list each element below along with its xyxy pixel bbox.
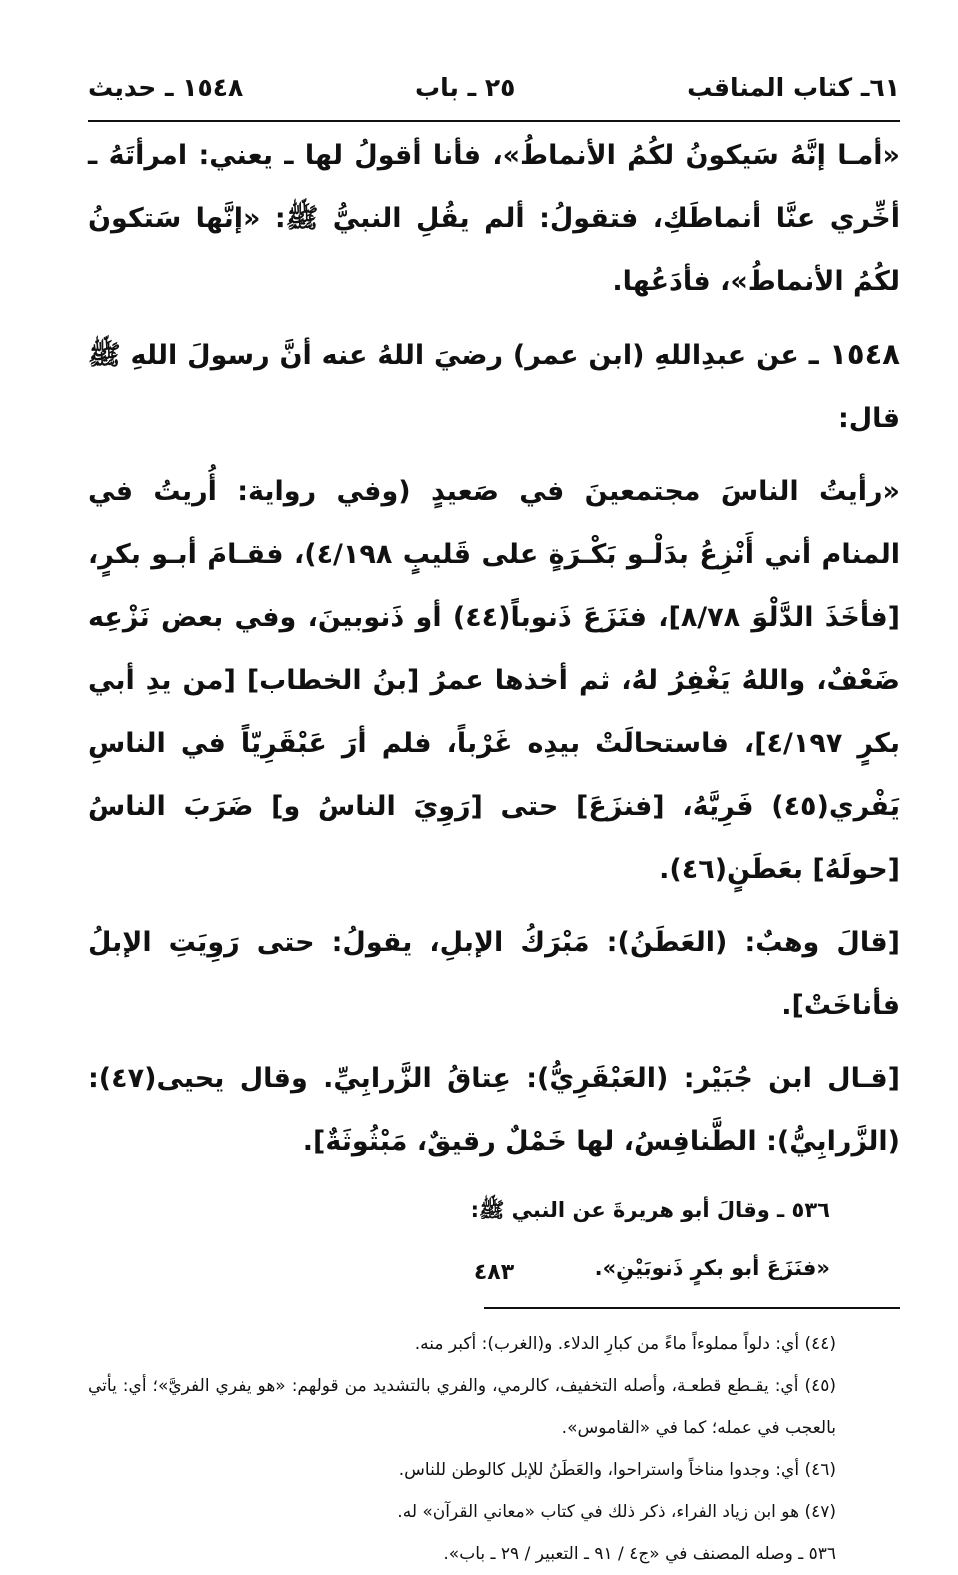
commentary-wahb: [قالَ وهبٌ: (العَطَنُ): مَبْرَكُ الإبلِ، يقولُ: حتى رَوِيَتِ الإبلُ فأناخَتْ]. bbox=[88, 927, 900, 1021]
footnote-44: (٤٤) أي: دلواً مملوءاً ماءً من كبارِ الدلاء. و(الغرب): أكبر منه. bbox=[414, 1334, 836, 1354]
header-chapter: ٦١ـ كتاب المناقب bbox=[687, 72, 900, 102]
header-rule bbox=[88, 120, 900, 122]
hadith-chain: عن عبدِاللهِ (ابن عمر) رضيَ اللهُ عنه أنَّ رسولَ اللهِ ﷺ قال: bbox=[88, 340, 900, 434]
paragraph-continuation: «أمـا إنَّهُ سَيكونُ لكُمُ الأنماطُ»، فأنا أقولُ لها ـ يعني: امرأتَهُ ـ أخِّري عنَّا أنماطَكِ، فتقولُ: ألم يقُلِ النبيُّ ﷺ: «إنَّها سَتكونُ لكُمُ الأنماطُ»، فأدَعُها. bbox=[88, 140, 900, 297]
footnote-rule bbox=[484, 1307, 900, 1309]
sub-narration-chain: ٥٣٦ ـ وقالَ أبو هريرةَ عن النبي ﷺ: bbox=[470, 1198, 830, 1222]
hadith-intro bbox=[88, 323, 900, 450]
footnote-46: (٤٦) أي: وجدوا مناخاً واستراحوا، والعَطَنُ للإبل كالوطن للناس. bbox=[398, 1460, 836, 1480]
main-text bbox=[88, 124, 900, 1173]
header-section: ٢٥ ـ باب bbox=[415, 72, 516, 102]
footnotes bbox=[88, 1323, 900, 1575]
header-hadith: ١٥٤٨ ـ حديث bbox=[88, 72, 244, 102]
hadith-number: ١٥٤٨ ـ bbox=[808, 337, 901, 371]
commentary-jubayr: [قـال ابن جُبَيْر: (العَبْقَرِيُّ): عِتاقُ الزَّرابِيِّ. وقال يحيى(٤٧): (الزَّرابِيُّ): الطَّنافِسُ، لها خَمْلٌ رقيقٌ، مَبْثُوثَةٌ]. bbox=[88, 1063, 900, 1157]
footnote-47: (٤٧) هو ابن زياد الفراء، ذكر ذلك في كتاب «معاني القرآن» له. bbox=[397, 1502, 836, 1522]
book-page bbox=[88, 64, 901, 1564]
running-header bbox=[88, 64, 900, 110]
page-number: ٤٨٣ bbox=[473, 1260, 515, 1285]
sub-narration-text: «فنَزَعَ أبو بكرٍ ذَنوبَيْنِ». bbox=[594, 1256, 830, 1280]
hadith-text: «رأيتُ الناسَ مجتمعينَ في صَعيدٍ (وفي رواية: أُريتُ في المنام أني أَنْزِعُ بدَلْـو بَكْـرَةٍ على قَليبٍ ٤/١٩٨)، فقـامَ أبـو بكرٍ، [فأخَذَ الدَّلْوَ ٨/٧٨]، فنَزَعَ ذَنوباً(٤٤) أو ذَنوبينَ، وفي بعض نَزْعِه ضَعْفٌ، واللهُ يَغْفِرُ لهُ، ثم أخذها عمرُ [بنُ الخطاب] [من يدِ أبي بكرٍ ٤/١٩٧]، فاستحالَتْ بيدِه غَرْباً، فلم أرَ عَبْقَرِيّاً في الناسِ يَفْري(٤٥) فَرِيَّهُ، [فنزَعَ] حتى [رَوِيَ الناسُ و] ضَرَبَ الناسُ [حولَهُ] بعَطَنٍ(٤٦). bbox=[88, 476, 900, 885]
footnote-45: (٤٥) أي: يقـطع قطعـة، وأصله التخفيف، كالرمي، والفري بالتشديد من قولهم: «هو يفري الفريَّ»؛ أي: يأتي بالعجب في عمله؛ كما في «القاموس». bbox=[88, 1376, 836, 1438]
footnote-536: ٥٣٦ ـ وصله المصنف في «ج٤ / ٩١ ـ التعبير / ٢٩ ـ باب». bbox=[443, 1544, 836, 1564]
